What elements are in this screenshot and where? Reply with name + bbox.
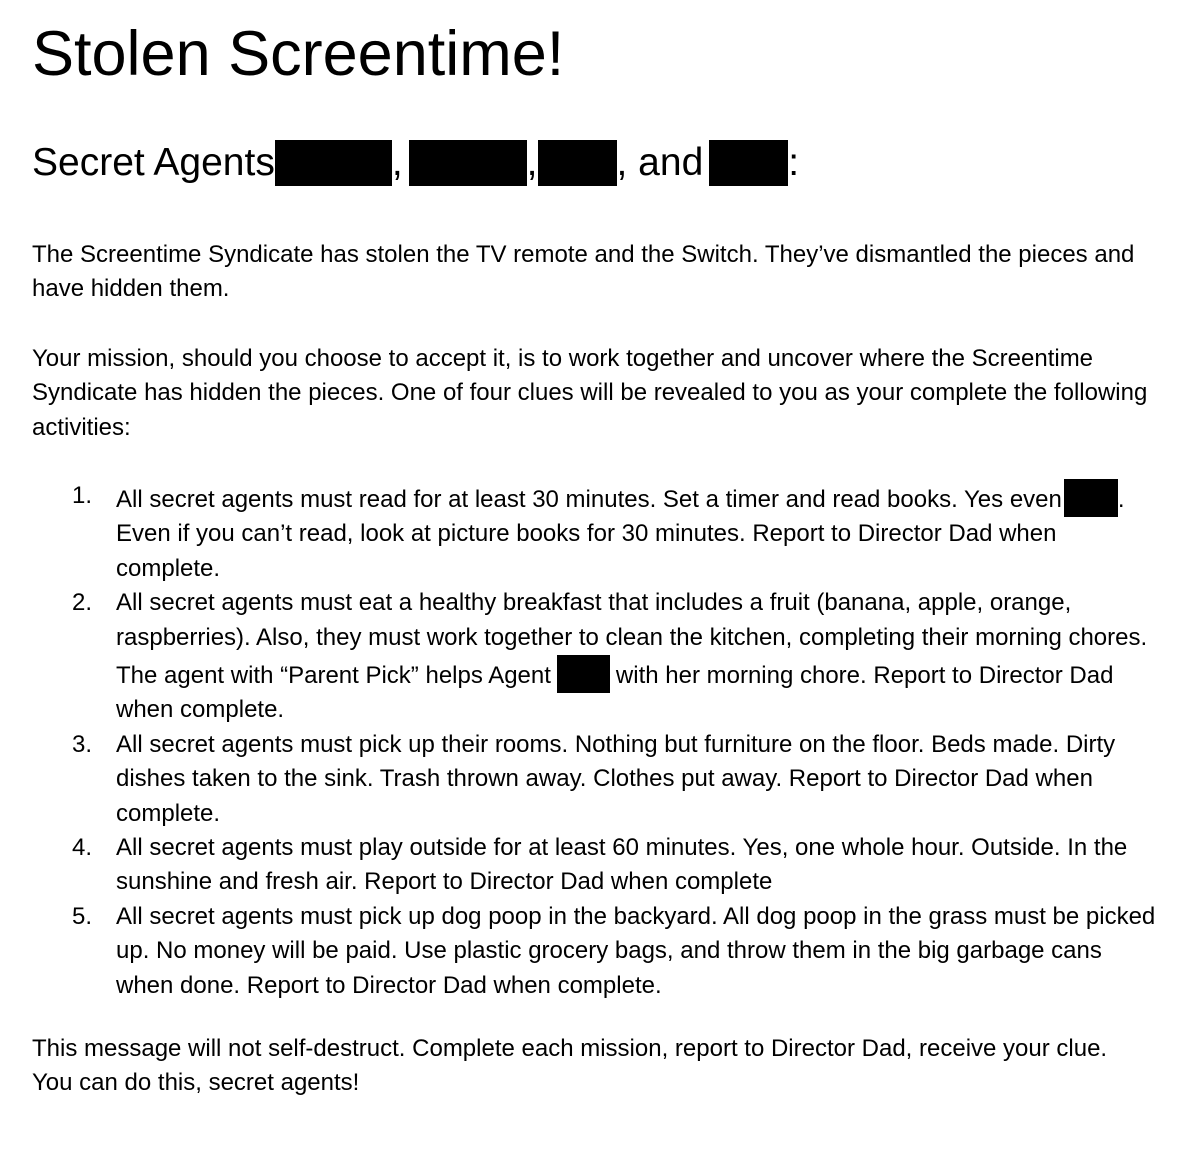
activity-number: 5. — [72, 902, 93, 930]
activity-text: All secret agents must play outside for at least 60 minutes. Yes, one whole hour. Outside. In the sunshine and fresh air. Report to Director Dad when complete — [116, 834, 1128, 896]
activity-text-after: with her morning chore. Report to Director Dad when complete. — [116, 662, 1114, 724]
intro-paragraph: The Screentime Syndicate has stolen the TV remote and the Switch. They’ve dismantled the pieces and have hidden them. — [32, 241, 1135, 303]
redacted-agent-name-5 — [1064, 479, 1118, 517]
activity-number: 1. — [72, 482, 93, 509]
activity-text-before: All secret agents must eat a healthy breakfast that includes a fruit (banana, apple, orange, raspberries). Also, they must work together to clean the kitchen, completing their morning chores. The agent with “Parent Pick” helps Agent — [116, 589, 1148, 690]
agents-heading-prefix: Secret Agents — [32, 141, 275, 184]
redacted-agent-name-4 — [709, 140, 788, 186]
activity-item — [32, 831, 1162, 900]
activity-item — [32, 479, 1162, 586]
redacted-agent-name-3 — [538, 140, 617, 186]
activity-text-before: All secret agents must read for at least 30 minutes. Set a timer and read books. Yes even — [116, 486, 1062, 513]
activity-item — [32, 900, 1162, 1003]
document-title: Stolen Screentime! — [32, 19, 565, 89]
redacted-agent-name-2 — [409, 140, 527, 186]
activity-number: 4. — [72, 834, 93, 862]
activity-number: 2. — [72, 589, 93, 617]
mission-paragraph: Your mission, should you choose to accept it, is to work together and uncover where the Screentime Syndicate has hidden the pieces. One of four clues will be revealed to you as your complete the following activities: — [32, 345, 1148, 441]
activity-item — [32, 728, 1162, 831]
agents-heading-comma-1: , — [391, 141, 403, 184]
agents-heading — [32, 138, 799, 188]
activity-item — [32, 586, 1162, 728]
activity-number: 3. — [72, 730, 93, 758]
activities-list — [32, 479, 1162, 1003]
agents-heading-and: , and — [616, 141, 704, 184]
agents-heading-comma-2: , — [526, 141, 538, 184]
redacted-agent-name-6 — [557, 655, 610, 693]
activity-text-after: . Even if you can’t read, look at picture books for 30 minutes. Report to Director Dad when complete. — [116, 486, 1125, 582]
closing-paragraph: This message will not self-destruct. Complete each mission, report to Director Dad, receive your clue. You can do this, secret agents! — [32, 1035, 1108, 1097]
agents-heading-colon: : — [788, 141, 800, 184]
redacted-agent-name-1 — [275, 140, 392, 186]
activity-text: All secret agents must pick up dog poop in the backyard. All dog poop in the grass must be picked up. No money will be paid. Use plastic grocery bags, and throw them in the big garbage cans when done. Report to Director Dad when complete. — [116, 902, 1156, 999]
activity-text: All secret agents must pick up their rooms. Nothing but furniture on the floor. Beds made. Dirty dishes taken to the sink. Trash thrown away. Clothes put away. Report to Director Dad when complete. — [116, 730, 1116, 827]
